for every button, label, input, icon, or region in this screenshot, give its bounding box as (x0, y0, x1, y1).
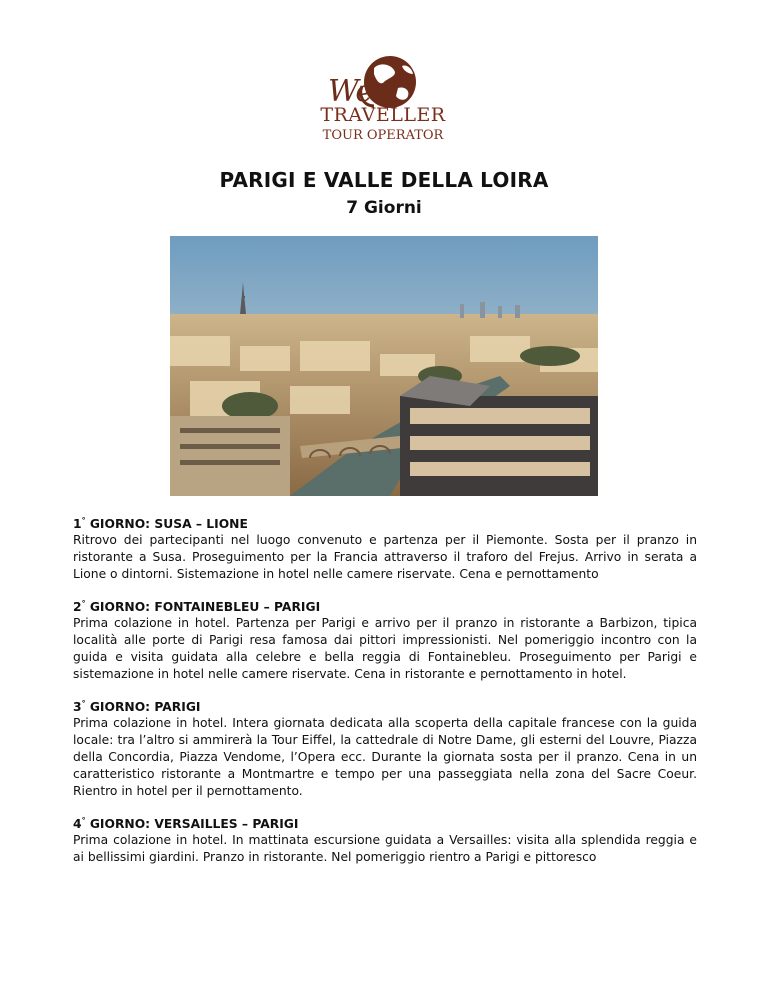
document-duration: 7 Giorni (346, 198, 422, 218)
day-description: Prima colazione in hotel. Intera giornata dedicata alla scoperta della capitale francese con la guida locale: tra l’altro si ammirerà la Tour Eiffel, la cattedrale di Notre Dame, gli esterni del Louvre, Piazza della Concordia, Piazza Vendome, l’Opera ecc. Durante la giornata sosta per il pranzo. Cena in un caratteristico ristorante a Montmartre e tempo per una passeggiata nella zona del Sacre Coeur. Rientro in hotel per il pernottamento. (73, 716, 697, 799)
logo-tour-operator-text: TOUR OPERATOR (322, 128, 444, 143)
day-section (73, 813, 697, 866)
day-heading: 2° GIORNO: FONTAINEBLEU – PARIGI (73, 599, 321, 615)
day-heading: 1° GIORNO: SUSA – LIONE (73, 516, 248, 532)
logo-traveller-text: TRAVELLER (320, 104, 446, 126)
day-heading: 4° GIORNO: VERSAILLES – PARIGI (73, 816, 299, 832)
document-title: PARIGI E VALLE DELLA LOIRA (219, 168, 549, 192)
day-description: Prima colazione in hotel. In mattinata escursione guidata a Versailles: visita alla splendida reggia e ai bellissimi giardini. Pranzo in ristorante. Nel pomeriggio rientro a Parigi e pittoresco (73, 833, 697, 865)
day-section (73, 596, 697, 683)
day-section (73, 513, 697, 583)
day-description: Prima colazione in hotel. Partenza per Parigi e arrivo per il pranzo in ristorante a Barbizon, tipica località alle porte di Parigi resa famosa dai pittori impressionisti. Nel pomeriggio incontro con la guida e visita guidata alla celebre e bella reggia di Fontainebleu. Proseguimento per Parigi e sistemazione in hotel nelle camere riservate. Cena in ristorante e pernottamento in hotel. (73, 616, 697, 682)
day-description: Ritrovo dei partecipanti nel luogo convenuto e partenza per il Piemonte. Sosta per il pranzo in ristorante a Susa. Proseguimento per la Francia attraverso il traforo del Frejus. Arrivo in serata a Lione o dintorni. Sistemazione in hotel nelle camere riservate. Cena e pernottamento (73, 533, 697, 582)
day-section (73, 696, 697, 800)
logo-we-text: We (328, 74, 373, 109)
day-heading: 3° GIORNO: PARIGI (73, 699, 201, 715)
paris-skyline-photo (170, 236, 598, 496)
logo (318, 52, 448, 148)
itinerary (73, 513, 697, 879)
